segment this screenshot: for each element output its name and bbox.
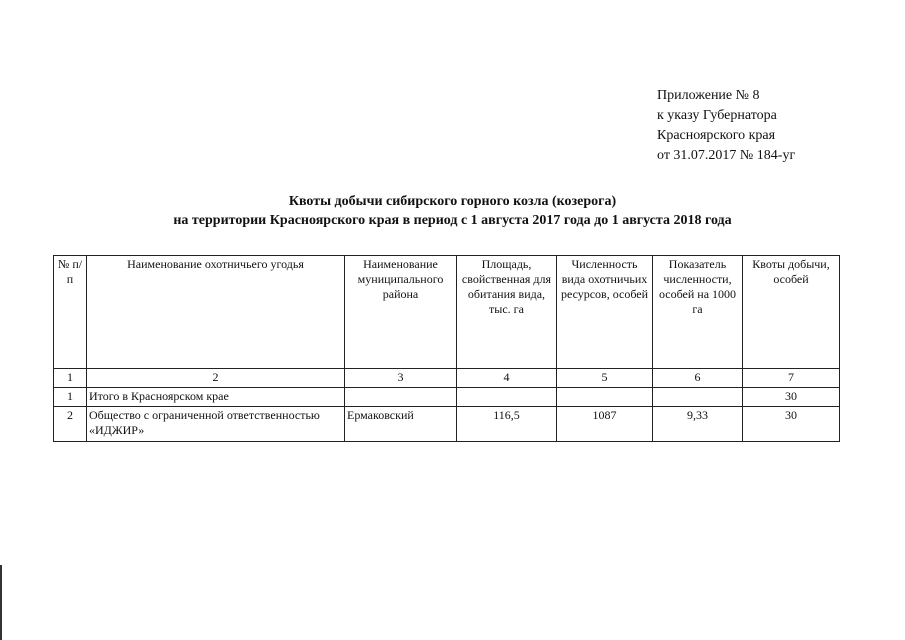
district-cell xyxy=(345,388,457,407)
header-hunting-ground: Наименование охотничьего угодья xyxy=(87,256,345,369)
quota-cell: 30 xyxy=(743,407,840,442)
header-number: № п/п xyxy=(54,256,87,369)
area-cell: 116,5 xyxy=(457,407,557,442)
quota-cell: 30 xyxy=(743,388,840,407)
district-cell: Ермаковский xyxy=(345,407,457,442)
scan-edge-mark xyxy=(0,565,2,640)
table-header-row xyxy=(54,256,840,369)
hunting-ground-cell: Итого в Красноярском крае xyxy=(87,388,345,407)
column-number: 6 xyxy=(653,369,743,388)
table-row xyxy=(54,407,840,442)
header-area: Площадь, свойственная для обитания вида, тыс. га xyxy=(457,256,557,369)
appendix-number: Приложение № 8 xyxy=(657,88,760,103)
table-row xyxy=(54,388,840,407)
hunting-ground-cell: Общество с ограниченной ответственностью «ИДЖИР» xyxy=(87,407,345,442)
column-number: 4 xyxy=(457,369,557,388)
header-quota: Квоты добычи, особей xyxy=(743,256,840,369)
appendix-block xyxy=(657,86,795,166)
document-title xyxy=(0,192,905,230)
population-cell: 1087 xyxy=(557,407,653,442)
title-line-1: Квоты добычи сибирского горного козла (козерога) xyxy=(288,194,617,209)
column-number: 7 xyxy=(743,369,840,388)
row-number: 2 xyxy=(54,407,87,442)
column-number-row xyxy=(54,369,840,388)
quota-table xyxy=(53,255,840,442)
area-cell xyxy=(457,388,557,407)
row-number: 1 xyxy=(54,388,87,407)
appendix-date: от 31.07.2017 № 184-уг xyxy=(657,148,796,163)
population-cell xyxy=(557,388,653,407)
title-line-2: на территории Красноярского края в период с 1 августа 2017 года до 1 августа 2018 года xyxy=(173,213,732,228)
column-number: 3 xyxy=(345,369,457,388)
column-number: 1 xyxy=(54,369,87,388)
column-number: 2 xyxy=(87,369,345,388)
header-density: Показатель численности, особей на 1000 га xyxy=(653,256,743,369)
header-population: Численность вида охотничьих ресурсов, особей xyxy=(557,256,653,369)
appendix-decree: к указу Губернатора xyxy=(657,108,777,123)
density-cell: 9,33 xyxy=(653,407,743,442)
header-district: Наименование муниципального района xyxy=(345,256,457,369)
column-number: 5 xyxy=(557,369,653,388)
density-cell xyxy=(653,388,743,407)
appendix-region: Красноярского края xyxy=(657,128,776,143)
